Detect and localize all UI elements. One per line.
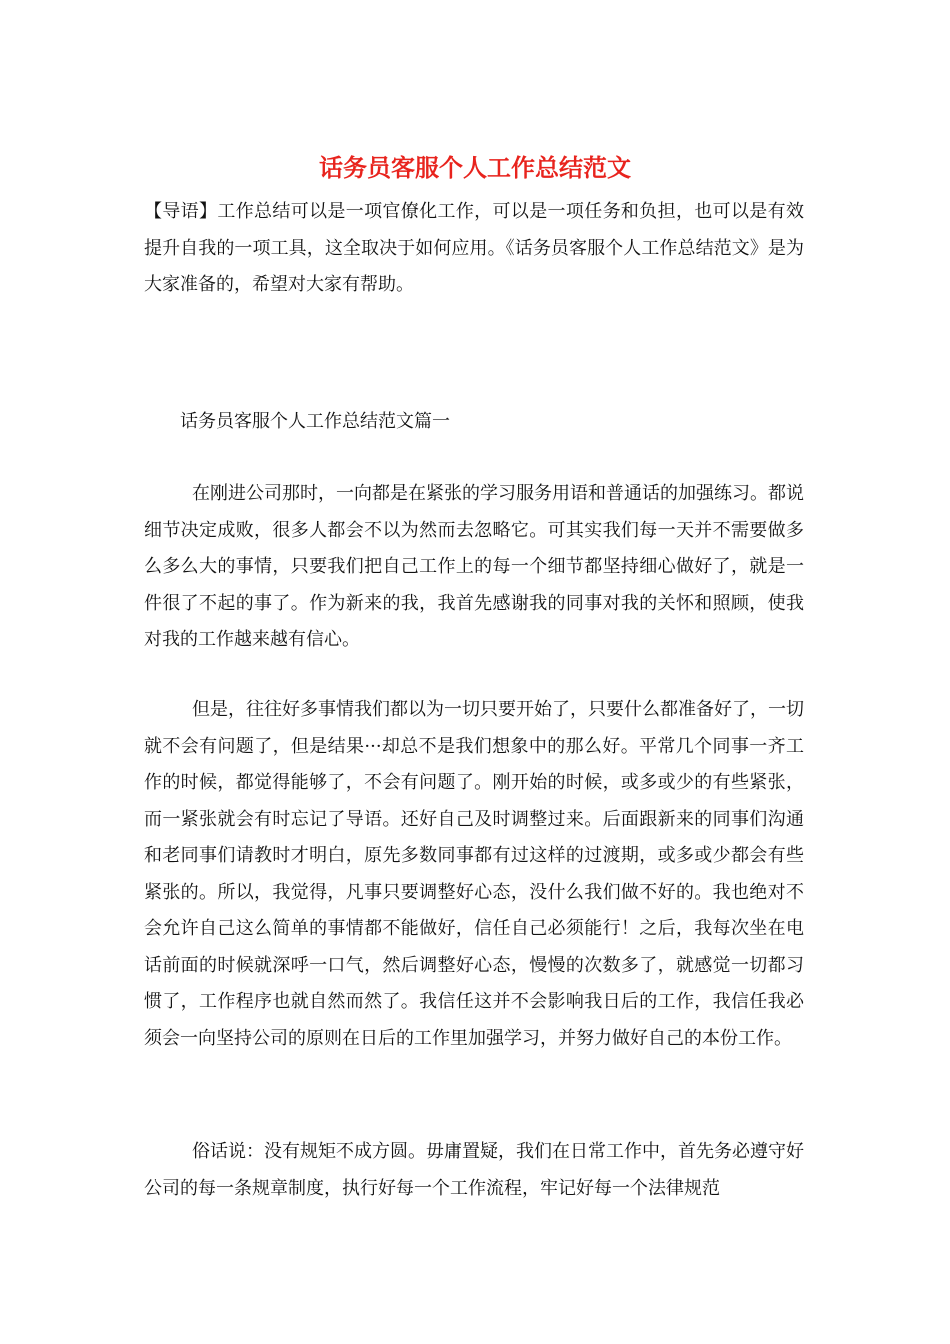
intro-paragraph: 【导语】工作总结可以是一项官僚化工作，可以是一项任务和负担，也可以是有效提升自我的一项工具，这全取决于如何应用。《话务员客服个人工作总结范文》是为大家准备的，希望对大家有帮助。 — [144, 201, 804, 295]
section-heading: 话务员客服个人工作总结范文篇一 — [180, 411, 450, 432]
document-title: 话务员客服个人工作总结范文 — [319, 153, 631, 182]
body-paragraph-1: 在刚进公司那时，一向都是在紧张的学习服务用语和普通话的加强练习。都说细节决定成败，很多人都会不以为然而去忽略它。可其实我们每一天并不需要做多么多么大的事情，只要我们把自己工作上的每一个细节都坚持细心做好了，就是一件很了不起的事了。作为新来的我，我首先感谢我的同事对我的关怀和照顾，使我对我的工作越来越有信心。 — [144, 483, 804, 650]
body-paragraph-3: 俗话说：没有规矩不成方圆。毋庸置疑，我们在日常工作中，首先务必遵守好公司的每一条规章制度，执行好每一个工作流程，牢记好每一个法律规范 — [144, 1141, 804, 1199]
body-paragraph-2: 但是，往往好多事情我们都以为一切只要开始了，只要什么都准备好了，一切就不会有问题了，但是结果···却总不是我们想象中的那么好。平常几个同事一齐工作的时候，都觉得能够了，不会有问题了。刚开始的时候，或多或少的有些紧张，而一紧张就会有时忘记了导语。还好自己及时调整过来。后面跟新来的同事们沟通和老同事们请教时才明白，原先多数同事都有过这样的过渡期，或多或少都会有些紧张的。所以，我觉得，凡事只要调整好心态，没什么我们做不好的。我也绝对不会允许自己这么简单的事情都不能做好，信任自己必须能行！之后，我每次坐在电话前面的时候就深呼一口气，然后调整好心态，慢慢的次数多了，就感觉一切都习惯了，工作程序也就自然而然了。我信任这并不会影响我日后的工作，我信任我必须会一向坚持公司的原则在日后的工作里加强学习，并努力做好自己的本份工作。 — [144, 699, 804, 1049]
